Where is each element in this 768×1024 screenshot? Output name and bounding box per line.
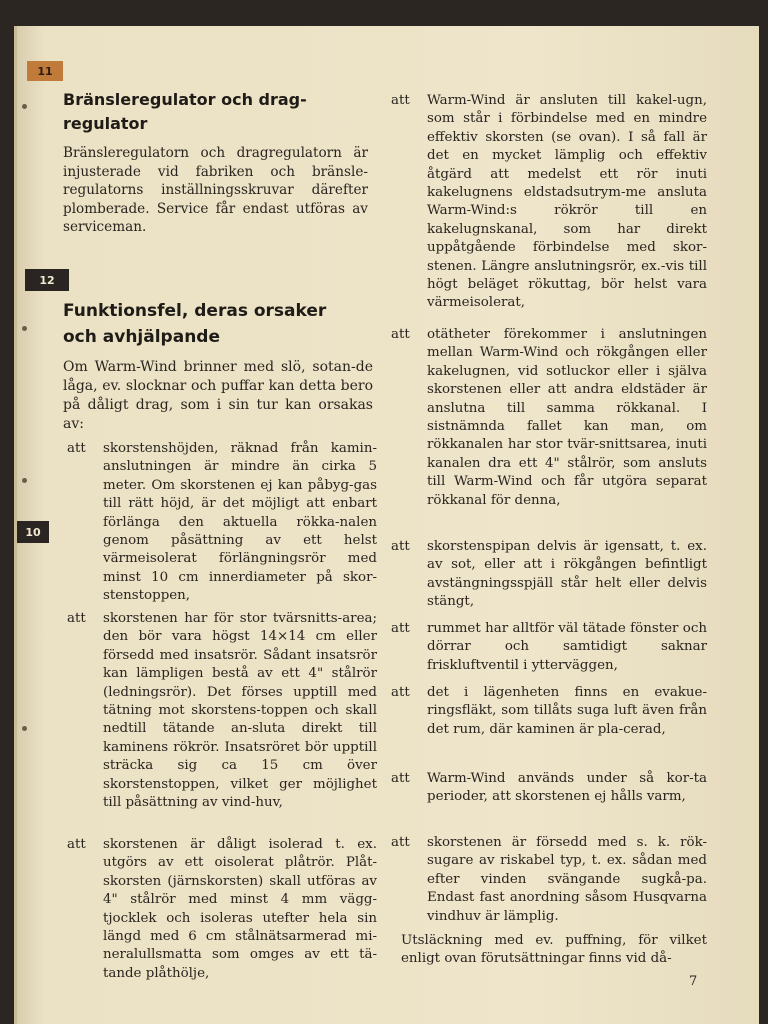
cause-text: Warm-Wind är ansluten till kakel-ugn, som står i förbindelse med en mindre effektiv skorsten (se ovan). I så fall är det en mycket lämplig och effektiv åtgärd att medelst ett rör inuti kakelugnens eldstadsutrym-me ansluta Warm-Wind:s rökrör till en kakelugnskanal, som har direkt uppåtgående förbindelse med skor-stenen. Längre anslutningsrör, ex.-vis till högt beläget rökuttag, bör helst vara värmeisolerat,	[427, 93, 707, 311]
cause-list-item	[391, 620, 707, 675]
att-label: att	[391, 685, 410, 700]
section-tab-10: 10	[17, 521, 49, 543]
cause-list-item	[391, 538, 707, 612]
heading-line: och avhjälpande	[63, 327, 221, 347]
att-label: att	[391, 835, 410, 850]
binding-hole	[22, 104, 27, 109]
heading-line: Funktionsfel, deras orsaker	[63, 301, 327, 321]
att-label: att	[67, 837, 86, 852]
manual-page	[14, 26, 759, 1024]
cause-text: det i lägenheten finns en evakue-ringsfläkt, som tillåts suga luft även från det rum, där kaminen är pla-cerad,	[427, 685, 707, 737]
page-number: 7	[689, 974, 698, 989]
section-tab-11: 11	[27, 61, 63, 81]
att-label: att	[391, 327, 410, 342]
cause-text: rummet har alltför väl tätade fönster och dörrar och samtidigt saknar friskluftventil i ytterväggen,	[427, 621, 707, 673]
section-heading-funktionsfel	[63, 298, 363, 350]
section-body-bransleregulator: Bränsleregulatorn och dragregulatorn är injusterade vid fabriken och bränsle-regulatorns inställningsskruvar därefter plomberade. Service får endast utföras av serviceman.	[63, 145, 368, 236]
binding-hole	[22, 726, 27, 731]
cause-text: skorstenen är försedd med s. k. rök-sugare av riskabel typ, t. ex. sådan med efter vinden svängande sugkå-pa. Endast fast anordning såsom Husqvarna vindhuv är lämplig.	[427, 835, 707, 924]
att-label: att	[391, 93, 410, 108]
cause-list-item	[391, 684, 707, 739]
cause-text: skorstenspipan delvis är igensatt, t. ex. av sot, eller att i rökgången befintligt avstängningsspjäll står helt eller delvis stängt,	[427, 539, 707, 610]
cause-list-item	[391, 326, 707, 510]
section-heading-bransleregulator	[63, 88, 363, 136]
cause-list-item	[67, 440, 377, 606]
cause-text: skorstenen har för stor tvärsnitts-area; den bör vara högst 14×14 cm eller försedd med insatsrör. Sådant insatsrör kan lämpligen bestå av ett 4" stålrör (ledningsrör). Det förses upptill med tätning mot skorstens-toppen och skall nedtill tätande an-sluta direkt till kaminens rökrör. Insatsröret bör upptill sträcka sig ca 15 cm över skorstenstoppen, vilket ger möjlighet till påsättning av vind-huv,	[103, 611, 377, 811]
cause-list-item	[67, 836, 377, 983]
att-label: att	[67, 611, 86, 626]
cause-text: otätheter förekommer i anslutningen mellan Warm-Wind och rökgången eller kakelugnen, vid sotluckor eller i själva skorstenen eller att andra eldstäder är anslutna till samma rökkanal. I sistnämnda fallet kan man, om rökkanalen har stor tvär-snittsarea, inuti kanalen dra ett 4" stålrör, som ansluts till Warm-Wind och får utgöra separat rökkanal för denna,	[427, 327, 707, 508]
att-label: att	[391, 539, 410, 554]
att-label: att	[67, 441, 86, 456]
section-intro-funktionsfel: Om Warm-Wind brinner med slö, sotan-de låga, ev. slocknar och puffar kan detta bero på dåligt drag, som i sin tur kan orsakas av:	[63, 359, 373, 432]
cause-list-item	[391, 770, 707, 807]
cause-text: Warm-Wind används under så kor-ta perioder, att skorstenen ej hålls varm,	[427, 771, 707, 805]
closing-paragraph: Utsläckning med ev. puffning, för vilket enligt ovan förutsättningar finns vid då-	[401, 933, 707, 967]
cause-text: skorstenen är dåligt isolerad t. ex. utgörs av ett oisolerat plåtrör. Plåt-skorsten (järnskorsten) skall utföras av 4" stålrör med minst 4 mm vägg-tjocklek och isoleras utefter hela sin längd med 6 cm stålnätsarmerad mi-neralullsmatta som omges av ett tä-tande plåthölje,	[103, 837, 377, 981]
att-label: att	[391, 621, 410, 636]
binding-hole	[22, 478, 27, 483]
section-tab-12: 12	[25, 269, 69, 291]
heading-line: regulator	[63, 114, 148, 133]
att-label: att	[391, 771, 410, 786]
heading-line: Bränsleregulator och drag-	[63, 90, 307, 109]
cause-list-item	[391, 834, 707, 926]
binding-hole	[22, 326, 27, 331]
cause-text: skorstenshöjden, räknad från kamin-anslutningen är mindre än cirka 5 meter. Om skorstenen ej kan påbyg-gas till rätt höjd, är det möjligt att enbart förlänga den aktuella rökka-nalen genom påsättning av ett helst värmeisolerat förlängningsrör med minst 10 cm innerdiameter på skor-stenstoppen,	[103, 441, 377, 604]
cause-list-item	[391, 92, 707, 313]
cause-list-item	[67, 610, 377, 812]
